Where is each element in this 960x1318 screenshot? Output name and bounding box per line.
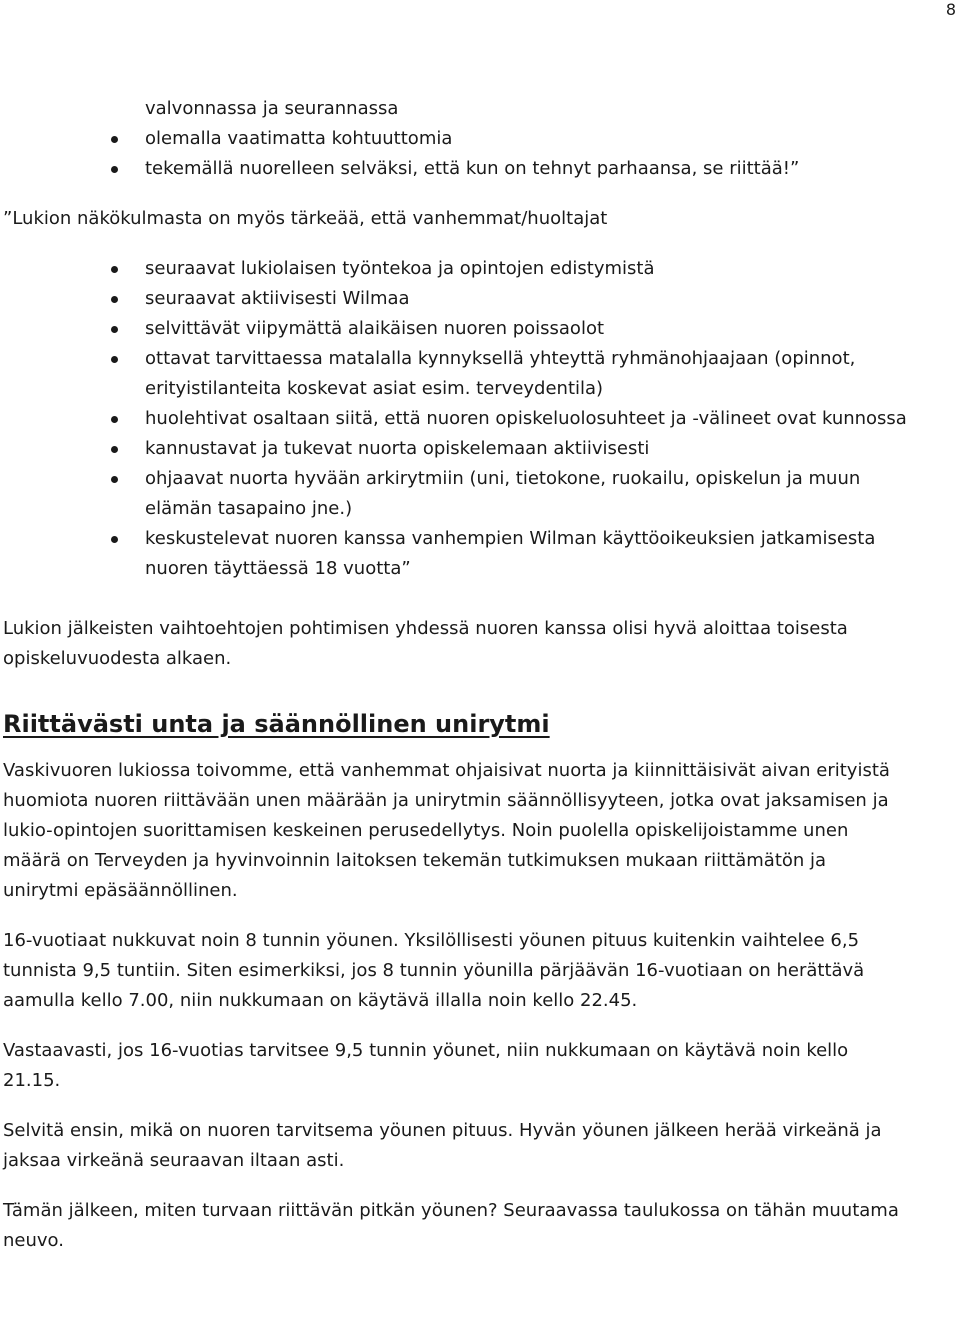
paragraph-line: unirytmi epäsäännöllinen. (3, 880, 238, 901)
list-continuation: valvonnassa ja seurannassa (145, 98, 399, 119)
paragraph-line: Selvitä ensin, mikä on nuoren tarvitsema yöunen pituus. Hyvän yöunen jälkeen herää virkeänä ja (3, 1120, 882, 1141)
page-number: 8 (945, 0, 956, 19)
paragraph-line: 21.15. (3, 1070, 61, 1091)
paragraph-line: Tämän jälkeen, miten turvaan riittävän pitkän yöunen? Seuraavassa taulukossa on tähän muutama (3, 1200, 899, 1221)
bullet-icon (111, 296, 118, 303)
list-item-text: erityistilanteita koskevat asiat esim. terveydentila) (145, 378, 604, 399)
paragraph-line: 16-vuotiaat nukkuvat noin 8 tunnin yöunen. Yksilöllisesti yöunen pituus kuitenkin vaihtelee 6,5 (3, 930, 860, 951)
paragraph-line: aamulla kello 7.00, niin nukkumaan on käytävä illalla noin kello 22.45. (3, 990, 638, 1011)
list-item (3, 344, 953, 404)
bullet-icon (111, 326, 118, 333)
bullet-icon (111, 266, 118, 273)
bullet-icon (111, 446, 118, 453)
list-item-text: huolehtivat osaltaan siitä, että nuoren opiskeluolosuhteet ja -välineet ovat kunnossa (145, 408, 907, 429)
list-item (3, 404, 953, 434)
lukio-intro: ”Lukion näkökulmasta on myös tärkeää, että vanhemmat/huoltajat (3, 208, 608, 229)
list-item (3, 464, 953, 524)
list-item (3, 284, 953, 314)
list-item (3, 254, 953, 284)
section-paragraph (3, 926, 953, 1016)
paragraph-line: tunnista 9,5 tuntiin. Siten esimerkiksi, jos 8 tunnin yöunilla pärjäävän 16-vuotiaan on herättävä (3, 960, 865, 981)
section-paragraph (3, 1116, 953, 1176)
top-bullet-list (3, 124, 953, 184)
list-item-text: seuraavat aktiivisesti Wilmaa (145, 288, 410, 309)
after-list-paragraph (3, 614, 953, 674)
paragraph-line: jaksaa virkeänä seuraavan iltaan asti. (3, 1150, 345, 1171)
list-item-text: keskustelevat nuoren kanssa vanhempien Wilman käyttöoikeuksien jatkamisesta (145, 528, 876, 549)
paragraph-line: neuvo. (3, 1230, 64, 1251)
list-item-text: seuraavat lukiolaisen työntekoa ja opintojen edistymistä (145, 258, 655, 279)
bullet-icon (111, 166, 118, 173)
list-item (3, 524, 953, 584)
paragraph-line: Vastaavasti, jos 16-vuotias tarvitsee 9,5 tunnin yöunet, niin nukkumaan on käytävä noin kello (3, 1040, 849, 1061)
paragraph-line: Lukion jälkeisten vaihtoehtojen pohtimisen yhdessä nuoren kanssa olisi hyvä aloittaa toisesta (3, 618, 848, 639)
list-item-text: kannustavat ja tukevat nuorta opiskelemaan aktiivisesti (145, 438, 650, 459)
list-item-text: olemalla vaatimatta kohtuuttomia (145, 128, 453, 149)
list-item (3, 154, 953, 184)
paragraph-line: opiskeluvuodesta alkaen. (3, 648, 232, 669)
bullet-icon (111, 536, 118, 543)
bullet-icon (111, 416, 118, 423)
section-paragraph (3, 756, 953, 906)
bullet-icon (111, 136, 118, 143)
list-item (3, 124, 953, 154)
section-paragraph (3, 1036, 953, 1096)
list-item-text: ottavat tarvittaessa matalalla kynnyksellä yhteyttä ryhmänohjaajaan (opinnot, (145, 348, 856, 369)
list-item-text: elämän tasapaino jne.) (145, 498, 353, 519)
list-item-text: nuoren täyttäessä 18 vuotta” (145, 558, 411, 579)
list-item (3, 434, 953, 464)
paragraph-line: määrä on Terveyden ja hyvinvoinnin laitoksen tekemän tutkimuksen mukaan riittämätön ja (3, 850, 827, 871)
list-item-text: ohjaavat nuorta hyvään arkirytmiin (uni, tietokone, ruokailu, opiskelun ja muun (145, 468, 861, 489)
section-paragraph (3, 1196, 953, 1256)
bullet-icon (111, 356, 118, 363)
list-item-text: tekemällä nuorelleen selväksi, että kun on tehnyt parhaansa, se riittää!” (145, 158, 800, 179)
parent-bullet-list (3, 254, 953, 584)
paragraph-line: huomiota nuoren riittävään unen määrään ja unirytmin säännöllisyyteen, jotka ovat jaksamisen ja (3, 790, 889, 811)
list-item (3, 314, 953, 344)
paragraph-line: lukio-opintojen suorittamisen keskeinen perusedellytys. Noin puolella opiskelijoistamme unen (3, 820, 849, 841)
paragraph-line: Vaskivuoren lukiossa toivomme, että vanhemmat ohjaisivat nuorta ja kiinnittäisivät aivan erityistä (3, 760, 890, 781)
bullet-icon (111, 476, 118, 483)
document-body (3, 94, 953, 1256)
section-heading: Riittävästi unta ja säännöllinen unirytmi (3, 710, 550, 738)
list-item-text: selvittävät viipymättä alaikäisen nuoren poissaolot (145, 318, 605, 339)
